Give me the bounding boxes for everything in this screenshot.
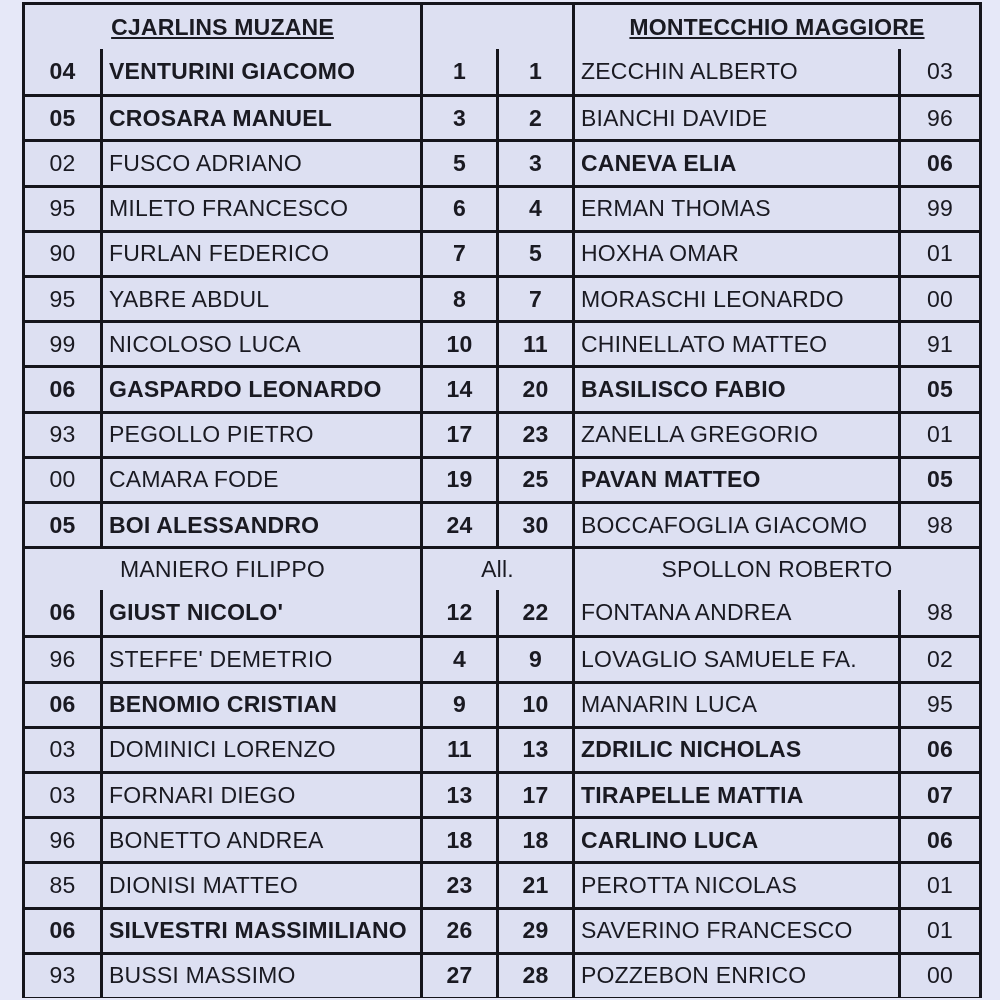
player-row xyxy=(25,771,979,816)
away-shirt-number: 13 xyxy=(499,729,575,771)
home-player-name: FORNARI DIEGO xyxy=(103,774,423,816)
home-birth-year: 95 xyxy=(25,188,103,230)
home-player-name: BOI ALESSANDRO xyxy=(103,504,423,546)
player-row xyxy=(25,411,979,456)
away-birth-year: 05 xyxy=(901,368,979,410)
away-player-name: TIRAPELLE MATTIA xyxy=(575,774,901,816)
home-birth-year: 05 xyxy=(25,97,103,139)
away-player-name: POZZEBON ENRICO xyxy=(575,955,901,997)
home-birth-year: 96 xyxy=(25,819,103,861)
away-shirt-number: 20 xyxy=(499,368,575,410)
home-shirt-number: 26 xyxy=(423,910,499,952)
away-birth-year: 05 xyxy=(901,459,979,501)
home-player-name: BUSSI MASSIMO xyxy=(103,955,423,997)
away-shirt-number: 4 xyxy=(499,188,575,230)
away-shirt-number: 9 xyxy=(499,638,575,680)
away-coach-name: SPOLLON ROBERTO xyxy=(575,549,979,590)
away-player-name: HOXHA OMAR xyxy=(575,233,901,275)
home-shirt-number: 10 xyxy=(423,323,499,365)
away-player-name: ERMAN THOMAS xyxy=(575,188,901,230)
player-row xyxy=(25,726,979,771)
coach-row xyxy=(25,546,979,590)
away-birth-year: 07 xyxy=(901,774,979,816)
player-row xyxy=(25,681,979,726)
home-shirt-number: 13 xyxy=(423,774,499,816)
away-team-name: MONTECCHIO MAGGIORE xyxy=(575,5,979,49)
away-shirt-number: 18 xyxy=(499,819,575,861)
away-shirt-number: 29 xyxy=(499,910,575,952)
home-birth-year: 93 xyxy=(25,955,103,997)
away-player-name: PAVAN MATTEO xyxy=(575,459,901,501)
home-player-name: FUSCO ADRIANO xyxy=(103,142,423,184)
away-birth-year: 01 xyxy=(901,414,979,456)
away-birth-year: 95 xyxy=(901,684,979,726)
away-shirt-number: 2 xyxy=(499,97,575,139)
home-birth-year: 85 xyxy=(25,864,103,906)
home-birth-year: 95 xyxy=(25,278,103,320)
home-shirt-number: 17 xyxy=(423,414,499,456)
away-birth-year: 01 xyxy=(901,910,979,952)
home-player-name: PEGOLLO PIETRO xyxy=(103,414,423,456)
coach-label: All. xyxy=(423,549,575,590)
player-row xyxy=(25,501,979,546)
home-player-name: DIONISI MATTEO xyxy=(103,864,423,906)
away-shirt-number: 25 xyxy=(499,459,575,501)
header-spacer xyxy=(423,5,575,49)
player-row xyxy=(25,456,979,501)
home-shirt-number: 12 xyxy=(423,590,499,635)
home-shirt-number: 5 xyxy=(423,142,499,184)
away-player-name: CARLINO LUCA xyxy=(575,819,901,861)
away-player-name: BOCCAFOGLIA GIACOMO xyxy=(575,504,901,546)
away-shirt-number: 3 xyxy=(499,142,575,184)
home-birth-year: 03 xyxy=(25,774,103,816)
home-shirt-number: 3 xyxy=(423,97,499,139)
away-shirt-number: 23 xyxy=(499,414,575,456)
home-player-name: BENOMIO CRISTIAN xyxy=(103,684,423,726)
player-row xyxy=(25,49,979,94)
away-shirt-number: 22 xyxy=(499,590,575,635)
player-row xyxy=(25,907,979,952)
home-player-name: FURLAN FEDERICO xyxy=(103,233,423,275)
away-birth-year: 06 xyxy=(901,729,979,771)
away-player-name: CANEVA ELIA xyxy=(575,142,901,184)
home-player-name: MILETO FRANCESCO xyxy=(103,188,423,230)
player-row xyxy=(25,185,979,230)
home-player-name: VENTURINI GIACOMO xyxy=(103,49,423,94)
home-player-name: STEFFE' DEMETRIO xyxy=(103,638,423,680)
home-shirt-number: 23 xyxy=(423,864,499,906)
away-player-name: FONTANA ANDREA xyxy=(575,590,901,635)
player-row xyxy=(25,861,979,906)
away-player-name: MANARIN LUCA xyxy=(575,684,901,726)
home-birth-year: 04 xyxy=(25,49,103,94)
away-birth-year: 91 xyxy=(901,323,979,365)
home-player-name: GASPARDO LEONARDO xyxy=(103,368,423,410)
home-player-name: DOMINICI LORENZO xyxy=(103,729,423,771)
player-row xyxy=(25,94,979,139)
away-birth-year: 98 xyxy=(901,504,979,546)
team-header-row xyxy=(25,5,979,49)
home-birth-year: 02 xyxy=(25,142,103,184)
away-player-name: PEROTTA NICOLAS xyxy=(575,864,901,906)
away-birth-year: 98 xyxy=(901,590,979,635)
away-player-name: CHINELLATO MATTEO xyxy=(575,323,901,365)
home-player-name: GIUST NICOLO' xyxy=(103,590,423,635)
away-shirt-number: 11 xyxy=(499,323,575,365)
player-row xyxy=(25,590,979,635)
home-birth-year: 99 xyxy=(25,323,103,365)
away-player-name: ZECCHIN ALBERTO xyxy=(575,49,901,94)
home-shirt-number: 24 xyxy=(423,504,499,546)
player-row xyxy=(25,365,979,410)
home-coach-name: MANIERO FILIPPO xyxy=(25,549,423,590)
away-birth-year: 00 xyxy=(901,955,979,997)
home-birth-year: 96 xyxy=(25,638,103,680)
home-shirt-number: 7 xyxy=(423,233,499,275)
home-birth-year: 03 xyxy=(25,729,103,771)
away-player-name: BASILISCO FABIO xyxy=(575,368,901,410)
away-player-name: MORASCHI LEONARDO xyxy=(575,278,901,320)
home-shirt-number: 4 xyxy=(423,638,499,680)
home-player-name: CROSARA MANUEL xyxy=(103,97,423,139)
home-shirt-number: 6 xyxy=(423,188,499,230)
away-player-name: SAVERINO FRANCESCO xyxy=(575,910,901,952)
home-shirt-number: 18 xyxy=(423,819,499,861)
lineup-sheet xyxy=(22,2,982,998)
player-row xyxy=(25,139,979,184)
home-player-name: SILVESTRI MASSIMILIANO xyxy=(103,910,423,952)
away-birth-year: 03 xyxy=(901,49,979,94)
away-birth-year: 06 xyxy=(901,142,979,184)
home-player-name: BONETTO ANDREA xyxy=(103,819,423,861)
home-player-name: CAMARA FODE xyxy=(103,459,423,501)
away-birth-year: 06 xyxy=(901,819,979,861)
player-row xyxy=(25,275,979,320)
away-player-name: ZANELLA GREGORIO xyxy=(575,414,901,456)
home-birth-year: 05 xyxy=(25,504,103,546)
away-player-name: ZDRILIC NICHOLAS xyxy=(575,729,901,771)
home-birth-year: 06 xyxy=(25,590,103,635)
home-shirt-number: 1 xyxy=(423,49,499,94)
away-shirt-number: 17 xyxy=(499,774,575,816)
away-birth-year: 00 xyxy=(901,278,979,320)
away-shirt-number: 28 xyxy=(499,955,575,997)
home-player-name: YABRE ABDUL xyxy=(103,278,423,320)
away-shirt-number: 10 xyxy=(499,684,575,726)
away-birth-year: 99 xyxy=(901,188,979,230)
home-shirt-number: 19 xyxy=(423,459,499,501)
away-shirt-number: 30 xyxy=(499,504,575,546)
player-row xyxy=(25,320,979,365)
home-shirt-number: 27 xyxy=(423,955,499,997)
away-shirt-number: 7 xyxy=(499,278,575,320)
home-birth-year: 06 xyxy=(25,684,103,726)
home-shirt-number: 9 xyxy=(423,684,499,726)
home-birth-year: 06 xyxy=(25,368,103,410)
home-birth-year: 93 xyxy=(25,414,103,456)
player-row xyxy=(25,952,979,997)
away-birth-year: 01 xyxy=(901,233,979,275)
player-row xyxy=(25,230,979,275)
away-player-name: LOVAGLIO SAMUELE FA. xyxy=(575,638,901,680)
home-birth-year: 00 xyxy=(25,459,103,501)
away-birth-year: 02 xyxy=(901,638,979,680)
away-shirt-number: 21 xyxy=(499,864,575,906)
player-row xyxy=(25,635,979,680)
away-shirt-number: 5 xyxy=(499,233,575,275)
player-row xyxy=(25,816,979,861)
home-player-name: NICOLOSO LUCA xyxy=(103,323,423,365)
away-birth-year: 96 xyxy=(901,97,979,139)
home-birth-year: 06 xyxy=(25,910,103,952)
home-birth-year: 90 xyxy=(25,233,103,275)
home-team-name: CJARLINS MUZANE xyxy=(25,5,423,49)
home-shirt-number: 11 xyxy=(423,729,499,771)
home-shirt-number: 14 xyxy=(423,368,499,410)
away-birth-year: 01 xyxy=(901,864,979,906)
away-shirt-number: 1 xyxy=(499,49,575,94)
away-player-name: BIANCHI DAVIDE xyxy=(575,97,901,139)
home-shirt-number: 8 xyxy=(423,278,499,320)
